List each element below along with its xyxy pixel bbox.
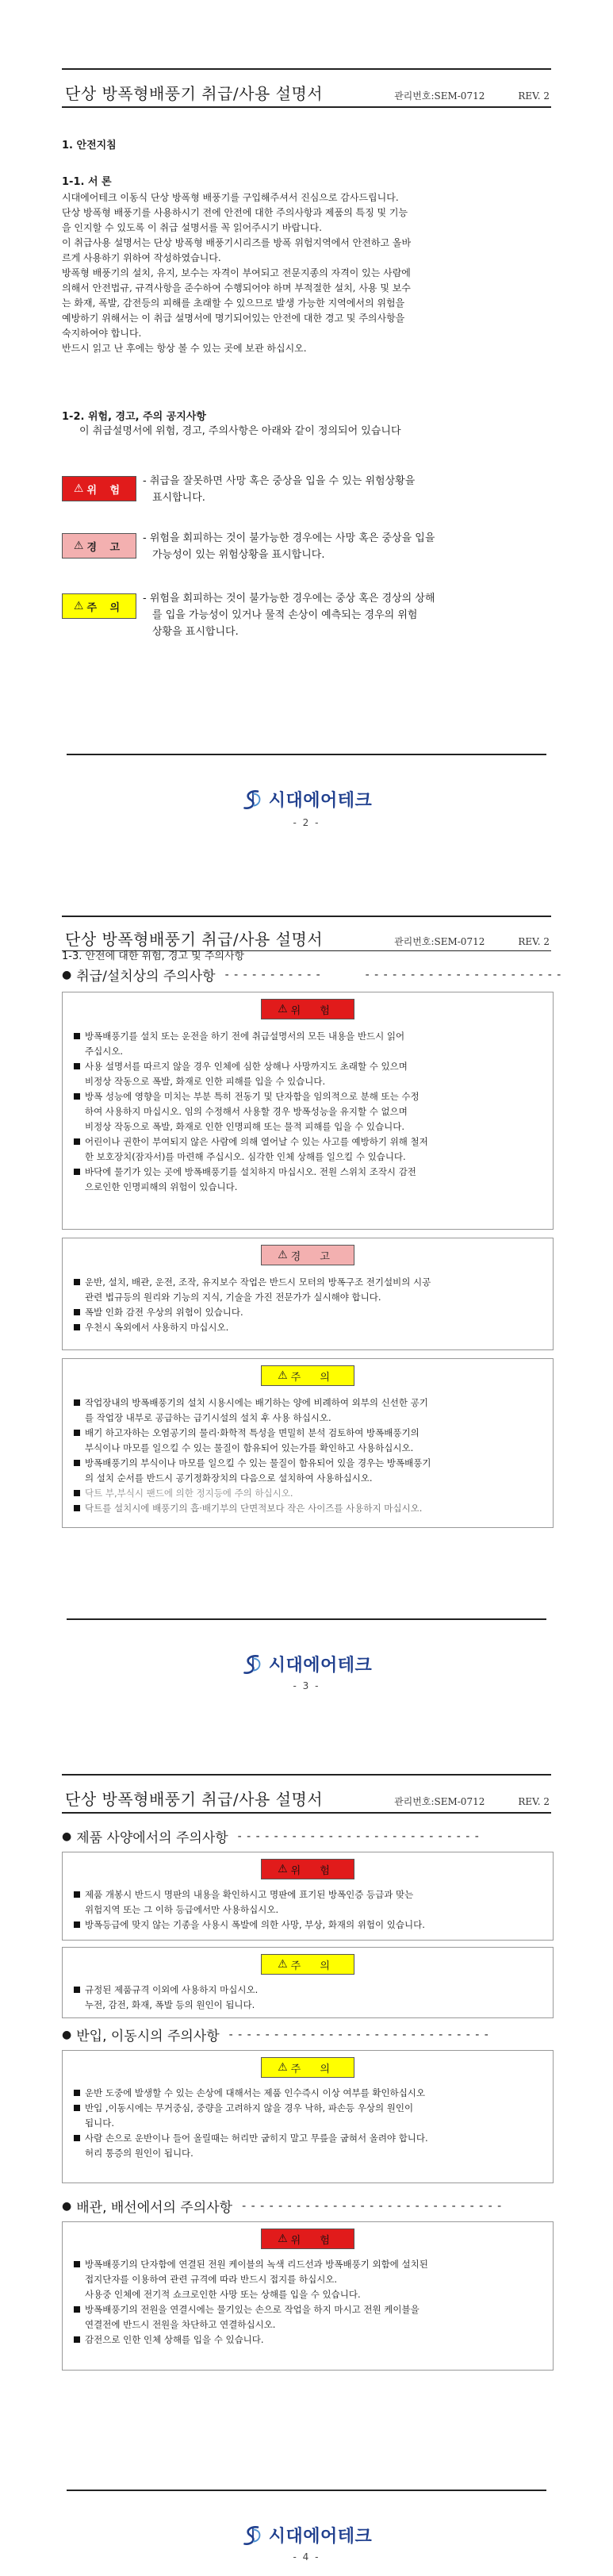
piping-items (74, 2257, 542, 2348)
list-item: 의 설치 순서를 반드시 공기정화장치의 다음으로 설치하여 사용하십시오. (85, 1472, 373, 1484)
warning-box (62, 1238, 554, 1350)
list-item: 됩니다. (85, 2117, 114, 2129)
subhead-handling: ● 취급/설치상의 주의사항 - - - - - - - - - - - - - - - - - - - - - - - - - - - - - - - - - (62, 968, 562, 985)
list-item: 제품 개봉시 반드시 명판의 내용을 확인하시고 명판에 표기된 방폭인증 등급과 맞는 (74, 1887, 542, 1902)
company-logo (0, 2523, 613, 2547)
footer-rule (67, 2490, 546, 2491)
list-item: 관련 법규등의 원리와 기능의 지식, 기술을 가진 전문가가 실시해야 합니다. (85, 1292, 381, 1303)
doc-title: 단상 방폭형배풍기 취급/사용 설명서 (65, 84, 324, 103)
spec-caution-items (74, 1983, 542, 2013)
caution-label: ⚠ 주 의 (261, 1954, 354, 1975)
badge-label: 경 고 (86, 541, 125, 554)
company-logo (0, 1652, 613, 1676)
logo-mark-icon (241, 788, 265, 812)
list-item: 우천시 옥외에서 사용하지 마십시오. (74, 1320, 542, 1335)
warning-triangle-icon: ⚠ (278, 1369, 288, 1382)
page-header (65, 927, 550, 950)
doc-number: 관리번호:SEM-0712 (394, 1796, 485, 1807)
dash-rule: - - - - - - - - - - - (224, 968, 321, 981)
danger-items (74, 1029, 542, 1195)
list-item: 위험지역 또는 그 이하 등급에서만 사용하십시오. (85, 1904, 279, 1915)
warning-triangle-icon: ⚠ (73, 482, 84, 495)
piping-danger-box (62, 2221, 554, 2371)
caution-items (74, 1395, 542, 1516)
page-number: - 2 - (293, 817, 320, 828)
warning-triangle-icon: ⚠ (278, 2061, 288, 2074)
intro-line: 단상 방폭형 배풍기를 사용하시기 전에 안전에 대한 주의사항과 제품의 특징 및 기능 (62, 207, 408, 218)
subhead-piping: ● 배관, 배선에서의 주의사항 - - - - - - - - - - - - - - - - - - - - - - - - - - - - - (62, 2199, 503, 2216)
warning-definition: - 위험을 회피하는 것이 불가능한 경우에는 사망 혹은 중상을 입을 가능성이 있는 위험상황을 표시합니다. (143, 532, 435, 561)
list-item: 누전, 감전, 화재, 폭발 등의 원인이 됩니다. (85, 1999, 255, 2010)
list-item: 감전으로 인한 인체 상해를 입을 수 있습니다. (74, 2332, 542, 2348)
list-item: 방폭 성능에 영향을 미치는 부분 특히 전동기 및 단자함을 임의적으로 분해 또는 수정 (74, 1089, 542, 1104)
danger-label: ⚠ 위 험 (261, 1859, 354, 1879)
list-item: 허리 통증의 원인이 됩니다. (85, 2148, 193, 2159)
doc-revision: REV. 2 (518, 936, 550, 947)
list-item: 방폭배풍기의 전원을 연결시에는 물기있는 손으로 작업을 하지 마시고 전원 케이블을 (74, 2302, 542, 2317)
page-header (65, 1787, 550, 1810)
list-item: 배기 하고자하는 오염공기의 물리·화학적 특성을 면밀히 분석 검토하여 방폭배풍기의 (74, 1426, 542, 1441)
header-rule-bottom (62, 106, 551, 108)
list-item: 비정상 작동으로 폭발, 화재로 인한 피해를 입을 수 있습니다. (85, 1076, 326, 1087)
dash-rule: - - - - - - - - - - - - - - - - - - - - - - - - - - - (237, 1829, 480, 1843)
bullet-icon: ● (62, 2028, 72, 2041)
intro-line: 반드시 읽고 난 후에는 항상 볼 수 있는 곳에 보관 하십시오. (62, 343, 307, 354)
list-item: 어린이나 권한이 부여되지 않은 사람에 의해 열어날 수 있는 사고를 예방하기 위해 철저 (74, 1134, 542, 1150)
list-item: 바닥에 물기가 있는 곳에 방폭배풍기를 설치하지 마십시오. 전원 스위치 조작시 감전 (74, 1165, 542, 1180)
warning-triangle-icon: ⚠ (278, 2232, 288, 2245)
danger-box (62, 992, 554, 1230)
intro-line: 르게 사용하기 위하여 작성하였습니다. (62, 252, 221, 263)
list-item: 접지단자를 이용하여 관련 규격에 따라 반드시 접지를 하십시오. (85, 2274, 338, 2285)
list-item: 으로인한 인명피해의 위험이 있습니다. (85, 1181, 238, 1192)
warning-items (74, 1275, 542, 1335)
danger-label: ⚠ 위 험 (261, 999, 354, 1019)
spec-caution-box (62, 1947, 554, 2018)
intro-line: 을 인지할 수 있도록 이 취급 설명서를 꼭 읽어주시기 바랍니다. (62, 222, 322, 233)
list-item: 방폭배풍기의 부식이나 마모를 일으킬 수 있는 물질이 함유되어 있을 경우는 방폭배풍기 (74, 1456, 542, 1471)
company-logo (0, 787, 613, 812)
dash-rule: - - - - - - - - - - - - - - - - - - - - - - (365, 968, 562, 981)
list-item: 방폭배풍기의 단자함에 연결된 전원 케이블의 녹색 리드선과 방폭배풍기 외함에 설치된 (74, 2257, 542, 2272)
caution-badge (62, 593, 136, 619)
logo-mark-icon (241, 2524, 265, 2547)
subsection-heading: 1-2. 위험, 경고, 주의 공지사항 (62, 411, 206, 423)
list-item: 작업장내의 방폭배풍기의 설치 시용시에는 배기하는 양에 비례하여 외부의 신선한 공기 (74, 1395, 542, 1411)
footer-rule (67, 1618, 546, 1620)
doc-title: 단상 방폭형배풍기 취급/사용 설명서 (65, 1790, 324, 1809)
caution-definition: - 위험을 회피하는 것이 불가능한 경우에는 중상 혹은 경상의 상해 를 입을 가능성이 있거나 물적 손상이 예측되는 경우의 위험 상황을 표시합니다. (143, 593, 435, 638)
warning-triangle-icon: ⚠ (278, 1003, 288, 1015)
definition-intro: 이 취급설명서에 위험, 경고, 주의사항은 아래와 같이 정의되어 있습니다 (79, 425, 401, 437)
subsection-heading: 1-3. 안전에 대한 위험, 경고 및 주의사항 (62, 950, 245, 962)
subhead-transport: ● 반입, 이동시의 주의사항 - - - - - - - - - - - - - - - - - - - - - - - - - - - - - (62, 2028, 489, 2044)
header-rule-top (62, 916, 551, 917)
transport-items (74, 2086, 542, 2161)
intro-line: 예방하기 위해서는 이 취급 설명서에 명기되어있는 안전에 대한 경고 및 주의사항을 (62, 313, 405, 324)
logo-mark-icon (241, 1653, 265, 1676)
list-item: 비정상 작동으로 폭발, 화재로 인한 인명피해 또는 물적 피해를 입을 수 있습니다. (85, 1121, 405, 1132)
intro-line: 이 취급사용 설명서는 단상 방폭형 배풍기시리즈를 방폭 위험지역에서 안전하고 올바 (62, 237, 412, 248)
company-name: 시대에어테크 (268, 1656, 373, 1676)
page-header (65, 81, 550, 104)
list-item: 폭발 인화 감전 우상의 위험이 있습니다. (74, 1305, 542, 1320)
bullet-icon: ● (62, 1829, 72, 1843)
intro-line: 의해서 안전법규, 규격사항을 준수하여 수행되어야 하며 부적절한 설치, 사용 및 보수 (62, 282, 411, 294)
list-item: 닥트를 설치시에 배풍기의 흡·배기부의 단면적보다 작은 사이즈를 사용하지 마십시오. (74, 1501, 542, 1516)
header-rule-top (62, 68, 551, 70)
bullet-icon: ● (62, 968, 72, 981)
intro-line: 는 화재, 폭발, 감전등의 피해를 초래할 수 있으므로 발생 가능한 지역에서의 위험을 (62, 298, 405, 309)
doc-title: 단상 방폭형배풍기 취급/사용 설명서 (65, 930, 324, 949)
transport-caution-box (62, 2050, 554, 2183)
list-item: 연결전에 반드시 전원을 차단하고 연결하십시오. (85, 2319, 276, 2330)
bullet-icon: ● (62, 2199, 72, 2213)
badge-label: 주 의 (86, 601, 125, 614)
intro-line: 방폭형 배풍기의 설치, 유지, 보수는 자격이 부여되고 전문지종의 자격이 있는 사람에 (62, 267, 411, 278)
company-name: 시대에어테크 (268, 791, 373, 811)
list-item: 방폭등급에 맞지 않는 기종을 사용시 폭발에 의한 사망, 부상, 화재의 위험이 있습니다. (74, 1918, 542, 1933)
list-item: 규정된 제품규격 이외에 사용하지 마십시오. (74, 1983, 542, 1998)
intro-paragraph (62, 190, 561, 356)
caution-box (62, 1358, 554, 1528)
subhead-spec: ● 제품 사양에서의 주의사항 - - - - - - - - - - - - - - - - - - - - - - - - - - - (62, 1829, 480, 1846)
list-item: 운반, 설치, 배관, 운전, 조작, 유지보수 작업은 반드시 모터의 방폭구조 전기설비의 시공 (74, 1275, 542, 1290)
danger-definition: - 취급을 잘못하면 사망 혹은 중상을 입을 수 있는 위험상황을 표시합니다. (143, 475, 416, 504)
page-number: - 3 - (293, 1680, 320, 1691)
section-heading: 1. 안전지침 (62, 140, 117, 152)
company-name: 시대에어테크 (268, 2527, 373, 2547)
list-item: 사용 설명서를 따르지 않을 경우 인체에 심한 상해나 사망까지도 초래할 수 있으며 (74, 1059, 542, 1074)
list-item: 사람 손으로 운반이나 들어 올릴때는 허리만 굽히지 말고 무릎을 굽혀서 올려야 합니다. (74, 2131, 542, 2146)
spec-danger-items (74, 1887, 542, 1933)
list-item: 한 보호장치(잠자서)를 마련해 주십시오. 심각한 인체 상해를 일으킬 수 있습니다. (85, 1151, 406, 1162)
list-item: 방폭배풍기를 설치 또는 운전을 하기 전에 취급설명서의 모든 내용을 반드시 읽어 (74, 1029, 542, 1044)
doc-number: 관리번호:SEM-0712 (394, 936, 485, 947)
danger-label: ⚠ 위 험 (261, 2229, 354, 2249)
warning-triangle-icon: ⚠ (73, 539, 84, 552)
badge-label: 위 험 (86, 484, 125, 497)
danger-badge (62, 476, 136, 501)
intro-line: 시대에어테크 이동식 단상 방폭형 배풍기를 구입해주셔서 진심으로 감사드립니다. (62, 192, 399, 203)
footer-rule (67, 754, 546, 755)
list-item: 사용중 인체에 전기적 쇼크로인한 사망 또는 상해를 입을 수 있습니다. (85, 2289, 361, 2300)
list-item: 부식이나 마모를 일으킬 수 있는 물질이 함유되어 있는가를 확인하고 사용하십시오. (85, 1442, 414, 1453)
dash-rule: - - - - - - - - - - - - - - - - - - - - - - - - - - - - - (242, 2199, 503, 2213)
list-item: 반입 ,이동시에는 무거중심, 중량을 고려하지 않을 경우 낙하, 파손등 우상의 원인이 (74, 2101, 542, 2116)
caution-label: ⚠ 주 의 (261, 1365, 354, 1386)
list-item: 를 작업장 내부로 공급하는 급기시설의 설치 후 사용 하십시오. (85, 1412, 331, 1423)
header-rule-top (62, 1774, 551, 1776)
caution-label: ⚠ 주 의 (261, 2057, 354, 2078)
doc-revision: REV. 2 (518, 1796, 550, 1807)
warning-badge (62, 533, 136, 559)
header-rule-bottom (62, 1812, 551, 1814)
list-item: 하여 사용하지 마십시오. 임의 수정해서 사용할 경우 방폭성능을 유지할 수 없으며 (85, 1106, 408, 1117)
warning-triangle-icon: ⚠ (278, 1863, 288, 1875)
list-item: 운반 도중에 발생할 수 있는 손상에 대해서는 제품 인수즉시 이상 여부를 확인하십시오 (74, 2086, 542, 2101)
warning-triangle-icon: ⚠ (73, 600, 84, 612)
page-number: - 4 - (293, 2551, 320, 2563)
doc-revision: REV. 2 (518, 90, 550, 102)
spec-danger-box (62, 1852, 554, 1941)
dash-rule: - - - - - - - - - - - - - - - - - - - - - - - - - - - - - (228, 2028, 489, 2041)
list-item: 주십시오. (85, 1046, 124, 1057)
warning-triangle-icon: ⚠ (278, 1249, 288, 1261)
warning-label: ⚠ 경 고 (261, 1245, 354, 1265)
doc-number: 관리번호:SEM-0712 (394, 90, 485, 102)
subsection-heading: 1-1. 서 론 (62, 176, 112, 188)
warning-triangle-icon: ⚠ (278, 1958, 288, 1971)
list-item: 닥트 부,부식시 팬드에 의한 정지등에 주의 하십시오. (74, 1486, 542, 1501)
intro-line: 숙지하여야 합니다. (62, 328, 142, 339)
